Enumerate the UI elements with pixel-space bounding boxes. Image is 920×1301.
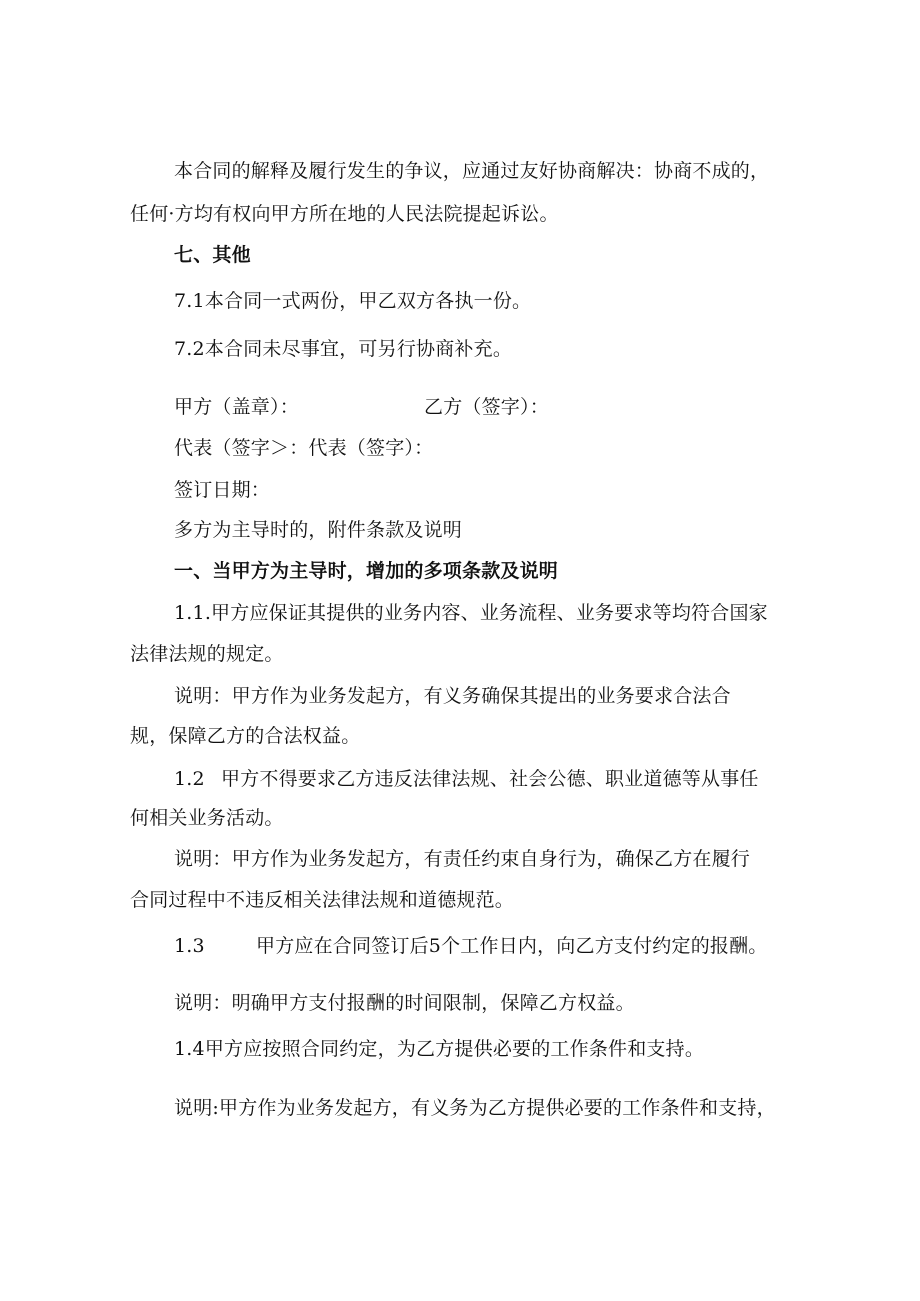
- clause-1-2-line-1: 甲方不得要求乙方违反法律法规、社会公德、职业道德等从事任: [221, 768, 759, 790]
- paragraph-dispute-line-1: 本合同的解释及履行发生的争议，应通过友好协商解决：协商不成的，: [174, 160, 770, 182]
- section-heading-party-a-lead: 一、当甲方为主导时，增加的多项条款及说明: [174, 560, 559, 582]
- party-a-seal-label: 甲方（盖章）：: [174, 396, 299, 418]
- clause-1-3-text: 甲方应在合同签订后5个工作日内，向乙方支付约定的报酬。: [256, 935, 768, 957]
- note-1-1-line-2: 规，保障乙方的合法权益。: [130, 725, 361, 747]
- clause-7-2: 7.2本合同未尽事宜，可另行协商补充。: [174, 338, 513, 360]
- sign-date-label: 签订日期：: [174, 479, 271, 501]
- note-1-4: 说明:甲方作为业务发起方，有义务为乙方提供必要的工作条件和支持，: [174, 1097, 776, 1119]
- appendix-title: 多方为主导时的，附件条款及说明: [174, 519, 463, 541]
- clause-1-3-number: 1.3: [174, 935, 205, 957]
- note-1-3: 说明：明确甲方支付报酬的时间限制，保障乙方权益。: [174, 992, 635, 1014]
- note-1-1-line-1: 说明：甲方作为业务发起方，有义务确保其提出的业务要求合法合: [174, 685, 731, 707]
- clause-1-2-number: 1.2: [174, 768, 205, 790]
- clause-1-1-line-1: 1.1.甲方应保证其提供的业务内容、业务流程、业务要求等均符合国家: [174, 602, 768, 624]
- clause-1-4: 1.4甲方应按照合同约定，为乙方提供必要的工作条件和支持。: [174, 1038, 705, 1060]
- representative-sign-line: 代表（签字＞：代表（签字）：: [174, 437, 434, 459]
- section-heading-other: 七、其他: [174, 244, 251, 266]
- note-1-2-line-1: 说明：甲方作为业务发起方，有责任约束自身行为，确保乙方在履行: [174, 848, 751, 870]
- clause-1-1-line-2: 法律法规的规定。: [130, 643, 284, 665]
- paragraph-dispute-line-2: 任何·方均有权向甲方所在地的人民法院提起诉讼。: [130, 203, 559, 225]
- clause-7-1: 7.1本合同一式两份，甲乙双方各执一份。: [174, 290, 532, 312]
- party-b-sign-label: 乙方（签字）：: [424, 396, 549, 418]
- note-1-2-line-2: 合同过程中不违反相关法律法规和道德规范。: [130, 889, 515, 911]
- clause-1-2-line-2: 何相关业务活动。: [130, 807, 284, 829]
